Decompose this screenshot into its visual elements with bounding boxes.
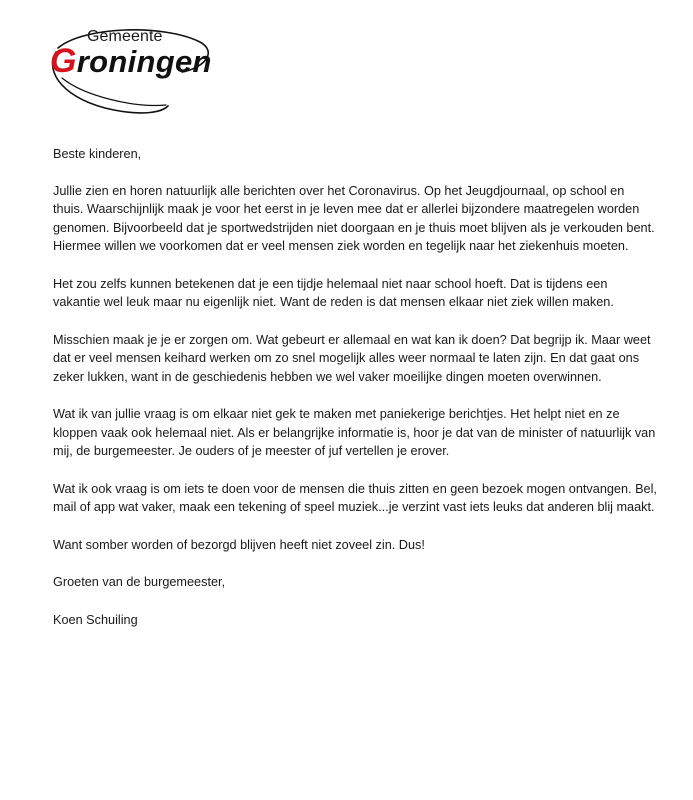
paragraph-4: Wat ik van jullie vraag is om elkaar niet gek te maken met paniekerige berichtjes. Het helpt niet en ze kloppen vaak ook helemaal niet. Als er belangrijke informatie is, hoor je dat van de minister of natuurlijk van mij, de burgemeester. Je ouders of je meester of juf vertellen je erover. xyxy=(53,407,656,458)
salutation: Beste kinderen, xyxy=(53,147,142,161)
paragraph-5: Wat ik ook vraag is om iets te doen voor de mensen die thuis zitten en geen bezoek mogen ontvangen. Bel, mail of app wat vaker, maak een tekening of speel muziek...je verzint vast iets leuks dat anderen blij maakt. xyxy=(53,481,657,514)
paragraph-2: Het zou zelfs kunnen betekenen dat je een tijdje helemaal niet naar school hoeft. Dat is tijdens een vakantie wel leuk maar nu eigenlijk niet. Want de reden is dat mensen elkaar niet ziek willen maken. xyxy=(53,276,614,309)
logo-red-g: G xyxy=(50,42,77,80)
logo-rest: roningen xyxy=(76,44,212,79)
logo-groningen-text xyxy=(50,43,212,80)
gemeente-groningen-logo xyxy=(44,22,214,117)
paragraph-6: Want somber worden of bezorgd blijven heeft niet zoveel zin. Dus! xyxy=(53,537,425,552)
signature: Koen Schuiling xyxy=(53,612,138,627)
paragraph-1: Jullie zien en horen natuurlijk alle berichten over het Coronavirus. Op het Jeugdjournaal, op school en thuis. Waarschijnlijk maak je voor het eerst in je leven mee dat er allerlei bijzondere maatregelen worden genomen. Bijvoorbeeld dat je sportwedstrijden niet doorgaan en je thuis moet blijven als je verkouden bent. Hiermee willen we voorkomen dat er veel mensen ziek worden en tegelijk naar het ziekenhuis moeten. xyxy=(53,183,655,253)
paragraph-3: Misschien maak je je er zorgen om. Wat gebeurt er allemaal en wat kan ik doen? Dat begrijp ik. Maar weet dat er veel mensen keihard werken om zo snel mogelijk alles weer normaal te laten zijn. En dat gaat ons zeker lukken, want in de geschiedenis hebben we wel vaker moeilijke dingen moeten overwinnen. xyxy=(53,332,651,384)
letter-body xyxy=(53,145,658,648)
logo-gemeente-text: Gemeente xyxy=(87,28,163,45)
closing: Groeten van de burgemeester, xyxy=(53,575,226,589)
